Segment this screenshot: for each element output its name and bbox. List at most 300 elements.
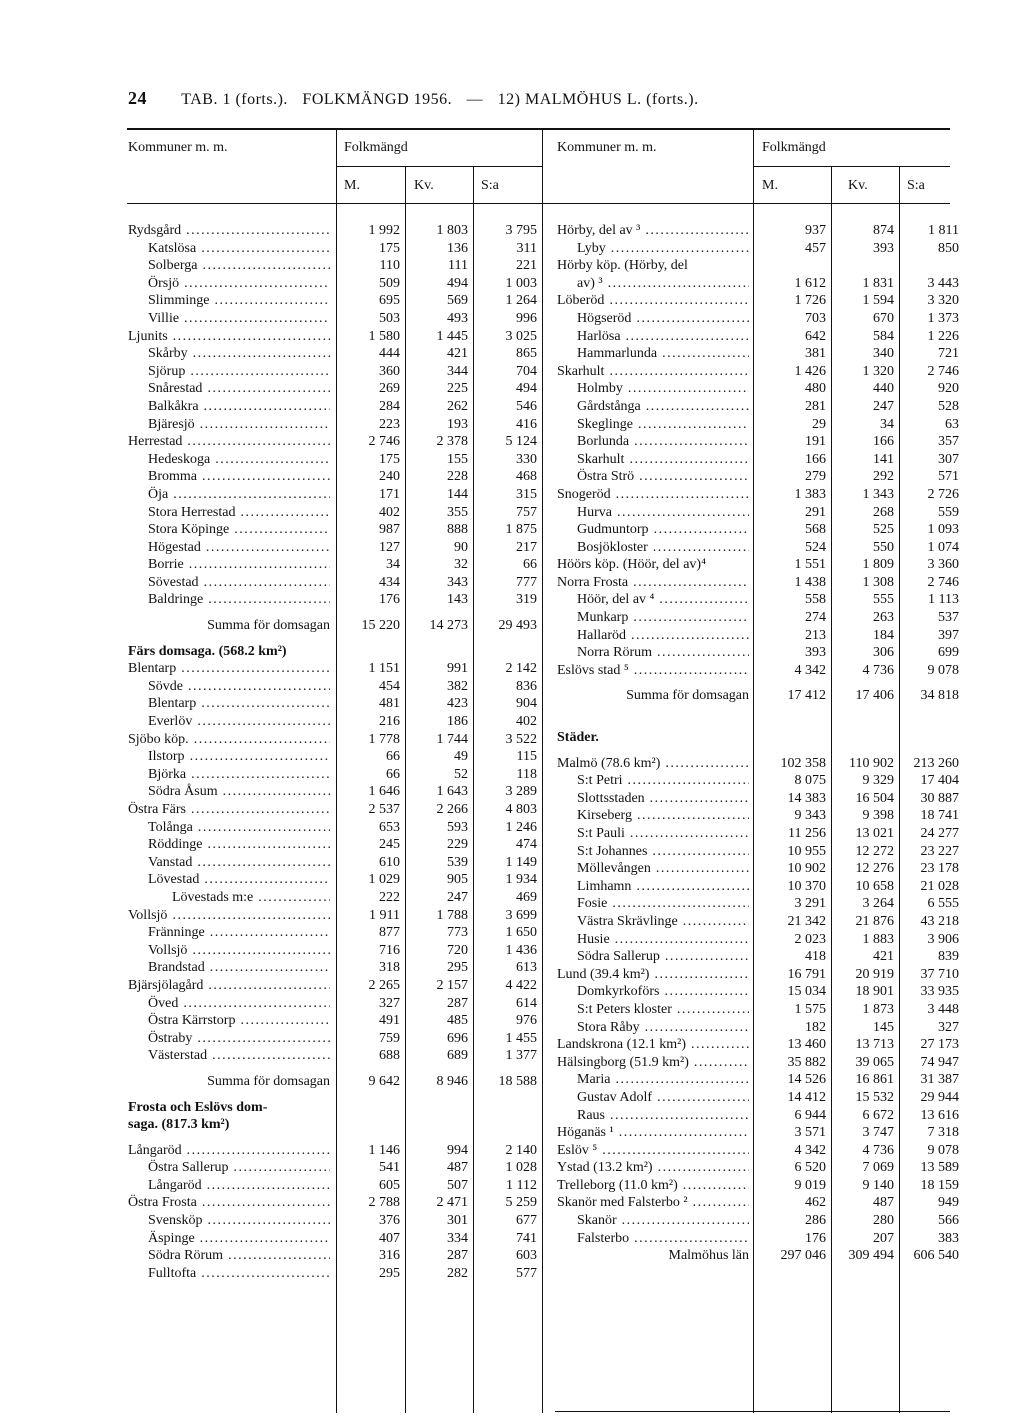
- col-m-value: 9 343: [794, 808, 826, 824]
- page-header: [128, 88, 709, 109]
- col-m-value: 34: [386, 557, 400, 573]
- table-row: [0, 729, 1024, 747]
- col-kv-value: 12 276: [855, 861, 894, 877]
- col-sa-value: 7 318: [927, 1125, 959, 1141]
- col-m-value: 14 412: [787, 1089, 826, 1105]
- col-sa-value: 757: [516, 504, 537, 520]
- col-kv-value: 52: [454, 766, 468, 782]
- col-sa-value: 4 803: [505, 802, 537, 817]
- col-m-value: 402: [379, 504, 400, 520]
- table-row: [0, 433, 1024, 451]
- row-label: Snårestad .....: [148, 380, 330, 398]
- col-kv-value: 225: [447, 381, 468, 397]
- col-kv-value: 874: [873, 223, 894, 238]
- col-kv-value: 16 861: [855, 1072, 894, 1088]
- row-label: Östra Sallerup .....: [148, 1159, 330, 1177]
- row-label: Östra Strö .....: [577, 468, 749, 486]
- row-label: Västra Skrävlinge .....: [577, 913, 749, 931]
- col-m-value: 102 358: [780, 755, 826, 771]
- col-kv-value: 287: [447, 995, 468, 1011]
- col-kv-value: 493: [447, 310, 468, 326]
- col-sa-value: 4 422: [505, 977, 537, 993]
- col-kv-value: 393: [873, 240, 894, 256]
- row-label: Västerstad .....: [148, 1047, 330, 1065]
- col-kv-value: 593: [447, 819, 468, 835]
- row-label: Harlösa .....: [577, 328, 749, 346]
- table-row: [0, 790, 1024, 808]
- table-row: [0, 416, 1024, 434]
- row-label: Höganäs ¹ .....: [557, 1124, 749, 1142]
- col-m-value: 127: [379, 539, 400, 555]
- col-kv-value: 9 398: [862, 808, 894, 824]
- col-kv-value: 17 406: [855, 688, 894, 704]
- col-m-value: 1 612: [794, 275, 826, 291]
- header-m-left: M.: [344, 178, 360, 193]
- table-row: [0, 257, 1024, 275]
- row-label: Husie .....: [577, 931, 749, 949]
- col-m-value: 316: [379, 1248, 400, 1264]
- col-m-value: 1 575: [794, 1001, 826, 1017]
- col-kv-value: 247: [873, 398, 894, 414]
- col-sa-value: 221: [516, 258, 537, 274]
- col-m-value: 222: [379, 889, 400, 905]
- col-m-value: 454: [379, 678, 400, 694]
- row-label: Gustav Adolf .....: [577, 1089, 749, 1107]
- table-row: [0, 1194, 1024, 1212]
- col-kv-value: 2 157: [436, 977, 468, 993]
- table-row: [0, 966, 1024, 984]
- row-label: Höör, del av ⁴ .....: [577, 591, 749, 609]
- col-sa-value: 2 746: [927, 574, 959, 590]
- col-kv-value: 1 883: [862, 931, 894, 947]
- col-kv-value: 32: [454, 557, 468, 573]
- col-kv-value: 7 069: [862, 1160, 894, 1176]
- row-label: Hedeskoga .....: [148, 451, 330, 469]
- row-label: Kirseberg .....: [577, 807, 749, 825]
- row-label: Norra Frosta .....: [557, 574, 749, 592]
- col-sa-value: 606 540: [913, 1248, 959, 1264]
- col-kv-value: 13 021: [855, 826, 894, 841]
- col-m-value: 937: [805, 223, 826, 238]
- row-label: Fosie .....: [577, 895, 749, 913]
- table-row: [0, 843, 1024, 861]
- col-kv-value: 6 672: [862, 1107, 894, 1123]
- header-sa-right: S:a: [907, 178, 925, 193]
- row-label: Borlunda .....: [577, 433, 749, 451]
- row-label: Sövde .....: [148, 678, 330, 696]
- col-kv-value: 355: [447, 504, 468, 520]
- table-row: [0, 292, 1024, 310]
- col-m-value: 13 460: [787, 1037, 826, 1053]
- col-sa-value: 18 741: [920, 808, 959, 824]
- col-sa-value: 330: [516, 451, 537, 467]
- col-sa-value: 865: [516, 346, 537, 362]
- row-label: Stora Herrestad .....: [148, 504, 330, 522]
- col-m-value: 166: [805, 451, 826, 467]
- col-m-value: 66: [386, 749, 400, 765]
- col-kv-value: 494: [447, 275, 468, 291]
- col-sa-value: 1 226: [927, 328, 959, 344]
- col-m-value: 642: [805, 328, 826, 344]
- row-label: Lövestad .....: [148, 871, 330, 889]
- row-label: Blentarp .....: [148, 695, 330, 713]
- col-m-value: 223: [379, 416, 400, 432]
- col-m-value: 14 383: [787, 790, 826, 806]
- row-label: Borrie .....: [148, 556, 330, 574]
- col-m-value: 444: [379, 346, 400, 362]
- row-label: Malmö (78.6 km²) .....: [557, 755, 749, 773]
- col-kv-value: 340: [873, 346, 894, 362]
- col-m-value: 10 902: [787, 861, 826, 877]
- col-kv-value: 440: [873, 381, 894, 397]
- col-sa-value: 949: [938, 1195, 959, 1211]
- col-m-value: 703: [805, 310, 826, 326]
- col-kv-value: 247: [447, 889, 468, 905]
- table-row: [0, 363, 1024, 381]
- col-m-value: 6 944: [794, 1107, 826, 1123]
- col-kv-value: 4 736: [862, 1142, 894, 1158]
- col-sa-value: 9 078: [927, 662, 959, 678]
- col-kv-value: 421: [447, 346, 468, 362]
- row-label: Stora Köpinge .....: [148, 521, 330, 539]
- col-sa-value: 5 259: [505, 1195, 537, 1211]
- table-row: [0, 1071, 1024, 1089]
- row-label: Bjäresjö .....: [148, 416, 330, 434]
- col-kv-value: 166: [873, 434, 894, 450]
- row-label: Ljunits .....: [128, 328, 330, 346]
- col-sa-value: 850: [938, 240, 959, 256]
- col-sa-value: 3 289: [505, 784, 537, 800]
- table-row: [0, 1054, 1024, 1072]
- col-kv-value: 1 831: [862, 275, 894, 291]
- row-label: Södra Rörum .....: [148, 1247, 330, 1265]
- row-label: Högestad .....: [148, 539, 330, 557]
- col-kv-value: 184: [873, 627, 894, 643]
- col-kv-value: 1 445: [436, 328, 468, 344]
- col-kv-value: 670: [873, 310, 894, 326]
- col-sa-value: 2 140: [505, 1142, 537, 1158]
- col-sa-value: 18 588: [498, 1073, 537, 1089]
- col-sa-value: 307: [938, 451, 959, 467]
- header-folkmangd-right: Folkmängd: [762, 140, 826, 155]
- row-label: Vollsjö .....: [148, 942, 330, 960]
- col-m-value: 480: [805, 381, 826, 397]
- col-m-value: 503: [379, 310, 400, 326]
- header-kommuner-right: Kommuner m. m.: [557, 140, 657, 155]
- col-sa-value: 3 522: [505, 731, 537, 747]
- col-m-value: 877: [379, 925, 400, 941]
- col-kv-value: 696: [447, 1030, 468, 1046]
- table-row: [0, 1177, 1024, 1195]
- col-m-value: 1 151: [368, 661, 400, 677]
- row-label: Svensköp .....: [148, 1212, 330, 1230]
- row-label: Södra Sallerup .....: [577, 948, 749, 966]
- col-sa-value: 3 699: [505, 907, 537, 923]
- col-m-value: 558: [805, 592, 826, 608]
- col-kv-value: 485: [447, 1013, 468, 1029]
- col-m-value: 1 438: [794, 574, 826, 590]
- table-row: [0, 807, 1024, 825]
- col-m-value: 610: [379, 854, 400, 870]
- col-kv-value: 16 504: [855, 790, 894, 806]
- col-m-value: 66: [386, 766, 400, 782]
- col-kv-value: 287: [447, 1248, 468, 1264]
- table-row: [0, 1036, 1024, 1054]
- col-kv-value: 334: [447, 1230, 468, 1246]
- col-m-value: 381: [805, 346, 826, 362]
- row-label: Norra Rörum .....: [577, 644, 749, 662]
- col-sa-value: 546: [516, 398, 537, 414]
- col-sa-value: 18 159: [920, 1177, 959, 1193]
- col-sa-value: 559: [938, 504, 959, 520]
- table-row: [0, 1001, 1024, 1019]
- col-kv-value: 49: [454, 749, 468, 765]
- col-sa-value: 1 875: [505, 522, 537, 538]
- table-row: [0, 574, 1024, 592]
- col-sa-value: 3 025: [505, 328, 537, 344]
- col-sa-value: 577: [516, 1265, 537, 1281]
- row-label: Ilstorp .....: [148, 748, 330, 766]
- row-label: Everlöv .....: [148, 713, 330, 731]
- row-label: Hörby köp. (Hörby, del: [557, 258, 688, 274]
- row-label: Östra Frosta .....: [128, 1194, 330, 1212]
- col-sa-value: 741: [516, 1230, 537, 1246]
- col-sa-value: 416: [516, 416, 537, 432]
- col-kv-value: 9 329: [862, 773, 894, 789]
- col-kv-value: 20 919: [855, 966, 894, 982]
- row-label: Hammarlunda .....: [577, 345, 749, 363]
- row-label: Eslövs stad ⁵ .....: [557, 662, 749, 680]
- col-m-value: 15 034: [787, 984, 826, 1000]
- row-label: Östra Färs .....: [128, 801, 330, 819]
- row-label: S:t Petri .....: [577, 772, 749, 790]
- table-row: [0, 521, 1024, 539]
- table-row: [0, 310, 1024, 328]
- col-sa-value: 3 320: [927, 293, 959, 309]
- header-m-right: M.: [762, 178, 778, 193]
- row-label: Katslösa .....: [148, 240, 330, 258]
- col-sa-value: 327: [938, 1019, 959, 1035]
- col-m-value: 171: [379, 486, 400, 502]
- col-sa-value: 528: [938, 398, 959, 414]
- col-m-value: 284: [379, 398, 400, 414]
- col-kv-value: 2 471: [436, 1195, 468, 1211]
- col-sa-value: 777: [516, 574, 537, 590]
- col-sa-value: 2 726: [927, 486, 959, 502]
- col-kv-value: 584: [873, 328, 894, 344]
- top-rule: [127, 128, 950, 130]
- col-m-value: 295: [379, 1265, 400, 1281]
- col-kv-value: 421: [873, 949, 894, 965]
- col-m-value: 318: [379, 960, 400, 976]
- col-kv-value: 15 532: [855, 1089, 894, 1105]
- col-sa-value: 1 113: [928, 592, 959, 608]
- col-sa-value: 1 811: [928, 223, 959, 238]
- col-m-value: 10 370: [787, 878, 826, 894]
- col-sa-value: 213 260: [913, 755, 959, 771]
- col-kv-value: 550: [873, 539, 894, 555]
- col-m-value: 176: [379, 592, 400, 608]
- col-sa-value: 704: [516, 363, 537, 379]
- col-m-value: 457: [805, 240, 826, 256]
- col-kv-value: 1 744: [436, 731, 468, 747]
- col-kv-value: 228: [447, 469, 468, 485]
- col-sa-value: 319: [516, 592, 537, 608]
- col-sa-value: 836: [516, 678, 537, 694]
- table-row: [0, 772, 1024, 790]
- col-m-value: 491: [379, 1013, 400, 1029]
- col-kv-value: 343: [447, 574, 468, 590]
- col-kv-value: 282: [447, 1265, 468, 1281]
- col-m-value: 1 580: [368, 328, 400, 344]
- table-row: [0, 1159, 1024, 1177]
- col-m-value: 1 146: [368, 1142, 400, 1158]
- col-sa-value: 1 093: [927, 522, 959, 538]
- col-kv-value: 1 343: [862, 486, 894, 502]
- col-kv-value: 90: [454, 539, 468, 555]
- row-label: Lyby .....: [577, 240, 749, 258]
- table-row: [0, 468, 1024, 486]
- col-m-value: 3 291: [794, 896, 826, 912]
- row-label: Vollsjö .....: [128, 907, 330, 925]
- col-kv-value: 3 264: [862, 896, 894, 912]
- col-m-value: 481: [379, 696, 400, 712]
- row-label: Vanstad .....: [148, 854, 330, 872]
- col-sa-value: 383: [938, 1230, 959, 1246]
- col-kv-value: 2 266: [436, 802, 468, 817]
- col-kv-value: 34: [880, 416, 894, 432]
- row-label: Falsterbo .....: [577, 1230, 749, 1248]
- col-kv-value: 539: [447, 854, 468, 870]
- col-m-value: 716: [379, 942, 400, 958]
- row-label: Skeglinge .....: [577, 416, 749, 434]
- row-label: Slottsstaden .....: [577, 790, 749, 808]
- row-label: Holmby .....: [577, 380, 749, 398]
- col-kv-value: 1 788: [436, 907, 468, 923]
- col-m-value: 605: [379, 1177, 400, 1193]
- row-label: Summa för domsagan: [207, 1073, 330, 1089]
- row-label: Bosjökloster .....: [577, 539, 749, 557]
- col-kv-value: 263: [873, 610, 894, 626]
- col-m-value: 281: [805, 398, 826, 414]
- table-row: [0, 222, 1024, 240]
- col-sa-value: 566: [938, 1213, 959, 1229]
- col-kv-value: 9 140: [862, 1177, 894, 1193]
- col-sa-value: 5 124: [505, 434, 537, 450]
- title-dash: —: [466, 91, 484, 108]
- col-m-value: 2 788: [368, 1195, 400, 1211]
- col-kv-value: 12 272: [855, 843, 894, 859]
- col-sa-value: 37 710: [920, 966, 959, 982]
- col-kv-value: 262: [447, 398, 468, 414]
- row-label: Bjärsjölagård .....: [128, 977, 330, 995]
- col-kv-value: 994: [447, 1142, 468, 1158]
- row-label: Långaröd .....: [128, 1142, 330, 1160]
- col-m-value: 688: [379, 1048, 400, 1064]
- row-label: Domkyrkoförs .....: [577, 983, 749, 1001]
- row-label: Örsjö .....: [148, 275, 330, 293]
- row-label: Herrestad .....: [128, 433, 330, 451]
- col-kv-value: 3 747: [862, 1125, 894, 1141]
- row-label: Malmöhus län: [668, 1248, 749, 1264]
- col-m-value: 434: [379, 574, 400, 590]
- col-kv-value: 155: [447, 451, 468, 467]
- row-label: Eslöv ⁵ .....: [557, 1142, 749, 1160]
- col-m-value: 1 778: [368, 731, 400, 747]
- row-label: Öved .....: [148, 995, 330, 1013]
- col-m-value: 274: [805, 610, 826, 626]
- col-sa-value: 29 493: [498, 618, 537, 634]
- row-label: Raus .....: [577, 1107, 749, 1125]
- table-row: [0, 878, 1024, 896]
- col-kv-value: 18 901: [855, 984, 894, 1000]
- right-table: [0, 222, 1024, 1265]
- col-sa-value: 3 448: [927, 1001, 959, 1017]
- table-row: [0, 539, 1024, 557]
- col-kv-value: 111: [448, 258, 468, 274]
- row-label: Solberga .....: [148, 257, 330, 275]
- col-m-value: 568: [805, 522, 826, 538]
- row-label: Munkarp .....: [577, 609, 749, 627]
- table-row: [0, 662, 1024, 680]
- col-kv-value: 10 658: [855, 878, 894, 894]
- col-kv-value: 145: [873, 1019, 894, 1035]
- col-sa-value: 6 555: [927, 896, 959, 912]
- table-row: [0, 1265, 550, 1283]
- row-label: Sjörup .....: [148, 363, 330, 381]
- table-row: [0, 345, 1024, 363]
- table-row: [0, 687, 1024, 705]
- col-sa-value: 474: [516, 837, 537, 853]
- table-row: [0, 486, 1024, 504]
- row-label: Möllevången .....: [577, 860, 749, 878]
- col-m-value: 3 571: [794, 1125, 826, 1141]
- col-m-value: 360: [379, 363, 400, 379]
- col-m-value: 1 383: [794, 486, 826, 502]
- table-row: [0, 591, 1024, 609]
- col-sa-value: 613: [516, 960, 537, 976]
- row-label: Hälsingborg (51.9 km²) .....: [557, 1054, 749, 1072]
- table-row: [0, 1089, 1024, 1107]
- col-m-value: 182: [805, 1019, 826, 1035]
- col-sa-value: 1 436: [505, 942, 537, 958]
- col-sa-value: 1 650: [505, 925, 537, 941]
- head-bottom-rule: [127, 203, 950, 204]
- col-m-value: 35 882: [787, 1054, 826, 1070]
- col-sa-value: 397: [938, 627, 959, 643]
- row-label: S:t Johannes .....: [577, 843, 749, 861]
- col-kv-value: 991: [447, 661, 468, 677]
- table-row: [0, 1142, 1024, 1160]
- col-sa-value: 996: [516, 310, 537, 326]
- col-sa-value: 1 934: [505, 872, 537, 888]
- col-sa-value: 63: [945, 416, 959, 432]
- col-kv-value: 1 594: [862, 293, 894, 309]
- col-m-value: 240: [379, 469, 400, 485]
- col-sa-value: 402: [516, 714, 537, 730]
- col-sa-value: 118: [516, 766, 537, 782]
- col-sa-value: 21 028: [920, 878, 959, 894]
- col-kv-value: 487: [447, 1160, 468, 1176]
- col-sa-value: 30 887: [920, 790, 959, 806]
- section-title: 12) MALMÖHUS L. (forts.).: [497, 91, 699, 108]
- col-sa-value: 3 795: [505, 223, 537, 238]
- col-sa-value: 315: [516, 486, 537, 502]
- col-m-value: 8 075: [794, 773, 826, 789]
- col-kv-value: 268: [873, 504, 894, 520]
- col-m-value: 14 526: [787, 1072, 826, 1088]
- col-kv-value: 1 308: [862, 574, 894, 590]
